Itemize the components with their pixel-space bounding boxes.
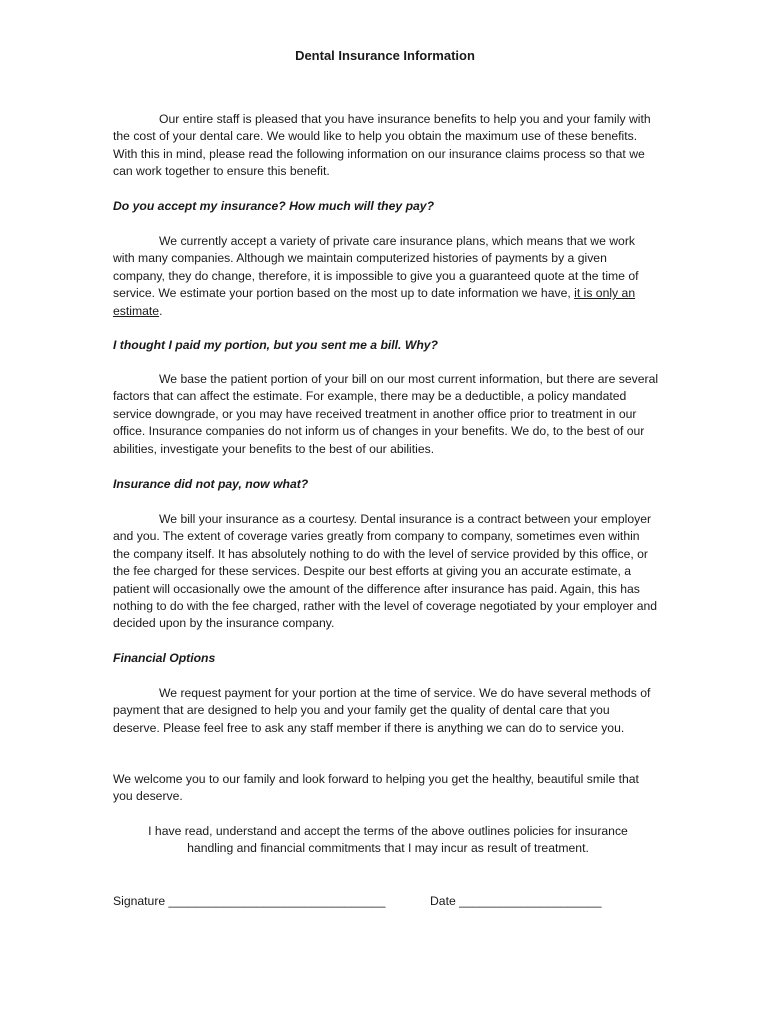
section-heading-financial-block — [113, 650, 659, 667]
section-heading-insurance-accept-block — [113, 198, 659, 215]
estimate-underlined-text: it is only an estimate — [113, 286, 636, 318]
insurance-accept-period: . — [159, 303, 163, 318]
section-heading-not-paid-block — [113, 476, 659, 493]
section-body-bill-block — [113, 371, 659, 458]
section-body-bill: We base the patient portion of your bill on our most current information, but there are several factors that can affect the estimate. For example, there may be a deductible, a policy mandated service downgrade, or you may have received treatment in another office prior to treatment in our office. Insurance companies do not inform us of changes in your benefits. We do, to the best of our abilities, investigate your benefits to the best of our abilities. — [113, 372, 659, 456]
section-heading-insurance-accept: Do you accept my insurance? How much will they pay? — [113, 199, 435, 213]
date-field[interactable]: Date _____________________ — [430, 894, 602, 908]
section-body-financial-block — [113, 685, 659, 737]
signature-field[interactable]: Signature ________________________________ — [113, 894, 386, 908]
acknowledgement-block — [128, 823, 648, 858]
welcome-paragraph-block — [113, 771, 659, 806]
intro-paragraph: Our entire staff is pleased that you have insurance benefits to help you and your family with the cost of your dental care. We would like to help you obtain the maximum use of these benefits. With this in mind, please read the following information on our insurance claims process so that we can work together to ensure this benefit. — [113, 112, 651, 179]
section-body-insurance-accept — [113, 233, 659, 320]
section-heading-financial: Financial Options — [113, 651, 216, 665]
section-body-not-paid: We bill your insurance as a courtesy. Dental insurance is a contract between your employer and you. The extent of coverage varies greatly from company to company, sometimes even within the company itself. It has absolutely nothing to do with the level of service provided by this office, or the fee charged for these services. Despite our best efforts at giving you an accurate estimate, a patient will occasionally owe the amount of the difference after insurance has paid. Again, this has nothing to do with the fee charged, rather with the level of coverage negotiated by your employer and decided upon by the insurance company. — [113, 512, 658, 631]
document-title: Dental Insurance Information — [295, 48, 475, 63]
insurance-accept-text: We currently accept a variety of private care insurance plans, which means that we work with many companies. Although we maintain computerized histories of payments by a given company, they do change, therefore, it is impossible to give you a guaranteed quote at the time of service. We estimate your portion based on the most up to date information we have, — [113, 234, 639, 301]
welcome-paragraph: We welcome you to our family and look forward to helping you get the healthy, beautiful smile that you deserve. — [113, 772, 639, 804]
acknowledgement-paragraph: I have read, understand and accept the terms of the above outlines policies for insurance handling and financial commitments that I may incur as result of treatment. — [148, 824, 628, 856]
section-body-insurance-accept-block — [113, 233, 659, 320]
section-heading-not-paid: Insurance did not pay, now what? — [113, 477, 309, 491]
section-heading-bill: I thought I paid my portion, but you sent me a bill. Why? — [113, 338, 438, 352]
intro-paragraph-block — [113, 111, 659, 181]
section-body-not-paid-block — [113, 511, 659, 633]
section-heading-bill-block — [113, 337, 659, 354]
section-body-financial: We request payment for your portion at the time of service. We do have several methods of payment that are designed to help you and your family get the quality of dental care that you deserve. Please feel free to ask any staff member if there is anything we can do to service you. — [113, 686, 651, 735]
